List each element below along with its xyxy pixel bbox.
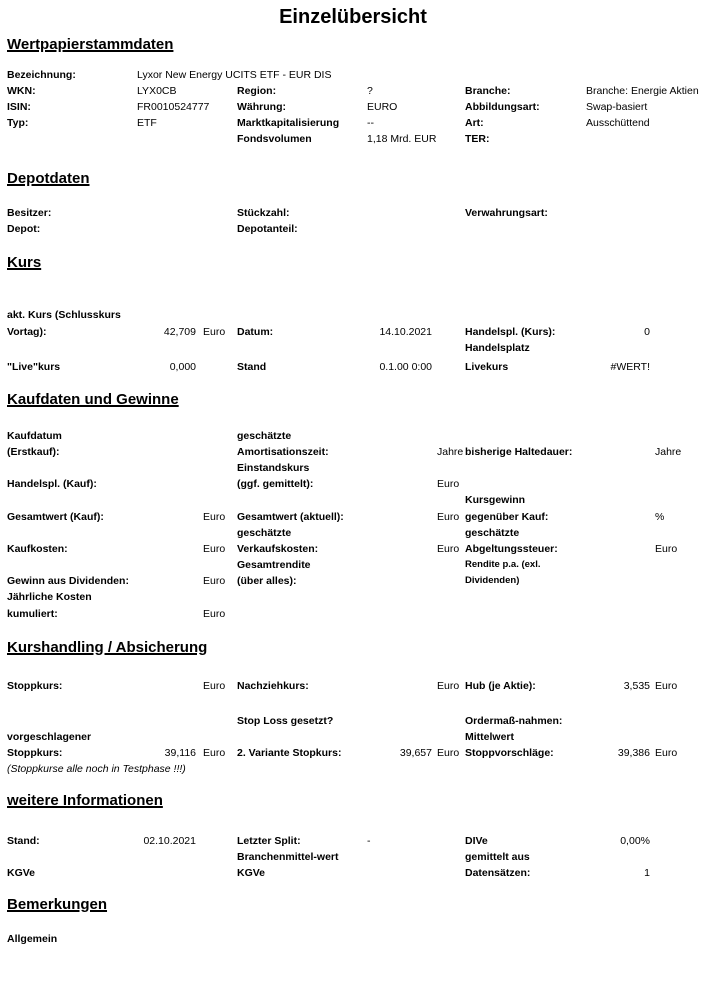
row-handelspl-kauf-gemittelt bbox=[0, 477, 706, 493]
row-kaufdatum-geschaetzte bbox=[0, 429, 706, 445]
fondsvolumen-label: Fondsvolumen bbox=[237, 133, 312, 145]
handelsplatz-label: Handelsplatz bbox=[465, 342, 530, 354]
gewinn-dividenden-unit: Euro bbox=[203, 575, 226, 587]
row-vortag-datum-handelspl bbox=[0, 325, 706, 341]
row-stoppkurs-varianten bbox=[0, 746, 706, 762]
branche-value: Branche: Energie Aktien bbox=[586, 85, 699, 97]
geschaetzte-abgeltung-label: geschätzte bbox=[465, 527, 520, 539]
jaehrliche-kosten-label-line1: Jährliche Kosten bbox=[7, 591, 92, 603]
fondsvolumen-value: 1,18 Mrd. EUR bbox=[367, 133, 437, 145]
row-gewinn-dividenden bbox=[0, 574, 706, 590]
abbildungsart-value: Swap-basiert bbox=[586, 101, 648, 113]
jaehrliche-kosten-unit: Euro bbox=[203, 608, 226, 620]
row-wkn-region-branche bbox=[0, 84, 706, 100]
akt-kurs-unit: Euro bbox=[203, 326, 226, 338]
row-gesamtrendite-rendite bbox=[0, 558, 706, 574]
verkaufskosten-unit: Euro bbox=[437, 543, 460, 555]
gemittelt-label-line2: Datensätzen: bbox=[465, 867, 531, 879]
stoppkurs-unit: Euro bbox=[203, 680, 226, 692]
stueckzahl-label: Stückzahl: bbox=[237, 207, 290, 219]
geschaetzte-amort-label: geschätzte bbox=[237, 430, 292, 442]
stoppvorschlaege-label: Stoppvorschläge: bbox=[465, 747, 554, 759]
row-jaehrliche-kosten bbox=[0, 590, 706, 606]
row-einstandskurs bbox=[0, 461, 706, 477]
wkn-label: WKN: bbox=[7, 85, 36, 97]
row-besitzer-stueckzahl-verwahrungsart bbox=[0, 206, 706, 222]
row-erstkauf-amortisation-haltedauer bbox=[0, 445, 706, 461]
branche-label: Branche: bbox=[465, 85, 511, 97]
allgemein-label: Allgemein bbox=[7, 933, 58, 945]
kursgewinn-label-line2: gegenüber Kauf: bbox=[465, 511, 549, 523]
row-livekurs-stand bbox=[0, 360, 706, 376]
datum-value: 14.10.2021 bbox=[379, 326, 432, 338]
row-handelsplatz bbox=[0, 341, 706, 357]
row-geschaetzte-2 bbox=[0, 526, 706, 542]
ter-label: TER: bbox=[465, 133, 490, 145]
ordermass-label: Ordermaß-nahmen: bbox=[465, 715, 563, 727]
kgve-label: KGVe bbox=[7, 867, 36, 879]
art-value: Ausschüttend bbox=[586, 117, 650, 129]
branchenmittel-label-line1: Branchenmittel-wert bbox=[237, 851, 339, 863]
isin-label: ISIN: bbox=[7, 101, 31, 113]
gesamtwert-aktuell-unit: Euro bbox=[437, 511, 460, 523]
gesamtwert-aktuell-label: Gesamtwert (aktuell): bbox=[237, 511, 344, 523]
abgeltungssteuer-label: Abgeltungssteuer: bbox=[465, 543, 558, 555]
besitzer-label: Besitzer: bbox=[7, 207, 52, 219]
bezeichnung-label: Bezeichnung: bbox=[7, 69, 76, 81]
stoppkurs-label: Stoppkurs: bbox=[7, 680, 63, 692]
vorgeschlagener-label-line2: Stoppkurs: bbox=[7, 747, 63, 759]
row-vorgeschlagener-mittelwert bbox=[0, 730, 706, 746]
gesamtwert-kauf-unit: Euro bbox=[203, 511, 226, 523]
section-heading-weitere-informationen: weitere Informationen bbox=[7, 792, 163, 809]
akt-kurs-value: 42,709 bbox=[163, 326, 196, 338]
handelsplatz-kauf-label: Handelspl. (Kauf): bbox=[7, 478, 97, 490]
kaufkosten-unit: Euro bbox=[203, 543, 226, 555]
verwahrungsart-label: Verwahrungsart: bbox=[465, 207, 548, 219]
verkaufskosten-label: Verkaufskosten: bbox=[237, 543, 319, 555]
wkn-value: LYX0CB bbox=[137, 85, 177, 97]
hub-label: Hub (je Aktie): bbox=[465, 680, 536, 692]
row-typ-marktkap-art bbox=[0, 116, 706, 132]
kursgewinn-unit: % bbox=[655, 511, 665, 523]
branchenmittel-label-line2: KGVe bbox=[237, 867, 266, 879]
depotanteil-label: Depotanteil: bbox=[237, 223, 298, 235]
stand-label: Stand bbox=[237, 361, 267, 373]
region-label: Region: bbox=[237, 85, 277, 97]
nachziehkurs-label: Nachziehkurs: bbox=[237, 680, 309, 692]
kursgewinn-label-line1: Kursgewinn bbox=[465, 494, 526, 506]
typ-label: Typ: bbox=[7, 117, 29, 129]
gemittelt-value: 1 bbox=[644, 867, 650, 879]
livekurs-value: 0,000 bbox=[169, 361, 196, 373]
handelsplatz-kurs-label: Handelspl. (Kurs): bbox=[465, 326, 556, 338]
stoploss-label: Stop Loss gesetzt? bbox=[237, 715, 334, 727]
vorgeschlagener-unit: Euro bbox=[203, 747, 226, 759]
section-heading-kurshandling: Kurshandling / Absicherung bbox=[7, 639, 208, 656]
kaufdatum-label-line2: (Erstkauf): bbox=[7, 446, 60, 458]
row-stoploss-ordermass bbox=[0, 714, 706, 730]
depot-label: Depot: bbox=[7, 223, 41, 235]
rendite-label-line1: Rendite p.a. (exl. bbox=[465, 559, 541, 570]
row-kumuliert bbox=[0, 607, 706, 623]
einstandskurs-label-line2: (ggf. gemittelt): bbox=[237, 478, 314, 490]
stoppvorschlaege-value: 39,386 bbox=[617, 747, 650, 759]
geschaetzte-verkauf-label: geschätzte bbox=[237, 527, 292, 539]
row-akt-kurs-line1 bbox=[0, 308, 706, 324]
gemittelt-label-line1: gemittelt aus bbox=[465, 851, 530, 863]
row-stand-split-dive bbox=[0, 834, 706, 850]
letzter-split-label: Letzter Split: bbox=[237, 835, 301, 847]
stand-weitere-value: 02.10.2021 bbox=[143, 835, 196, 847]
handelsplatz-kurs-value: 0 bbox=[644, 326, 650, 338]
livekurs-label: "Live"kurs bbox=[7, 361, 61, 373]
gesamtwert-kauf-label: Gesamtwert (Kauf): bbox=[7, 511, 104, 523]
stand-value: 0.1.00 0:00 bbox=[379, 361, 432, 373]
page-title: Einzelübersicht bbox=[279, 6, 427, 28]
section-heading-depotdaten: Depotdaten bbox=[7, 170, 90, 187]
haltedauer-unit: Jahre bbox=[655, 446, 682, 458]
kaufdatum-label-line1: Kaufdatum bbox=[7, 430, 62, 442]
region-value: ? bbox=[367, 85, 373, 97]
row-kgve-datensaetze bbox=[0, 866, 706, 882]
livekurs2-label: Livekurs bbox=[465, 361, 509, 373]
row-gesamtwert bbox=[0, 510, 706, 526]
row-isin-waehrung-abbildungsart bbox=[0, 100, 706, 116]
vorgeschlagener-label-line1: vorgeschlagener bbox=[7, 731, 92, 743]
row-kosten bbox=[0, 542, 706, 558]
row-testphase-note bbox=[0, 762, 706, 778]
section-heading-kurs: Kurs bbox=[7, 254, 42, 271]
letzter-split-value: - bbox=[367, 835, 371, 847]
row-kursgewinn bbox=[0, 493, 706, 509]
hub-value: 3,535 bbox=[623, 680, 650, 692]
datum-label: Datum: bbox=[237, 326, 274, 338]
gesamtrendite-label-line2: (über alles): bbox=[237, 575, 297, 587]
waehrung-label: Währung: bbox=[237, 101, 286, 113]
einstandskurs-unit: Euro bbox=[437, 478, 460, 490]
gesamtrendite-label-line1: Gesamtrendite bbox=[237, 559, 311, 571]
dive-label: DIVe bbox=[465, 835, 488, 847]
stand-weitere-label: Stand: bbox=[7, 835, 40, 847]
gewinn-dividenden-label: Gewinn aus Dividenden: bbox=[7, 575, 129, 587]
waehrung-value: EURO bbox=[367, 101, 398, 113]
row-stoppkurs-nachziehkurs-hub bbox=[0, 679, 706, 695]
variante-unit: Euro bbox=[437, 747, 460, 759]
abbildungsart-label: Abbildungsart: bbox=[465, 101, 540, 113]
kaufkosten-label: Kaufkosten: bbox=[7, 543, 68, 555]
isin-value: FR0010524777 bbox=[137, 101, 210, 113]
bezeichnung-value: Lyxor New Energy UCITS ETF - EUR DIS bbox=[137, 69, 332, 81]
section-heading-kaufdaten: Kaufdaten und Gewinne bbox=[7, 391, 179, 408]
testphase-note: (Stoppkurse alle noch in Testphase !!!) bbox=[7, 763, 186, 775]
section-heading-bemerkungen: Bemerkungen bbox=[7, 896, 108, 913]
nachziehkurs-unit: Euro bbox=[437, 680, 460, 692]
jaehrliche-kosten-label-line2: kumuliert: bbox=[7, 608, 58, 620]
dive-value: 0,00% bbox=[620, 835, 650, 847]
stoppvorschlaege-unit: Euro bbox=[655, 747, 678, 759]
rendite-label-line2: Dividenden) bbox=[465, 575, 520, 586]
abgeltungssteuer-unit: Euro bbox=[655, 543, 678, 555]
amortisationszeit-unit: Jahre bbox=[437, 446, 464, 458]
typ-value: ETF bbox=[137, 117, 157, 129]
livekurs2-value: #WERT! bbox=[610, 361, 650, 373]
row-branchenmittel-gemittelt bbox=[0, 850, 706, 866]
amortisationszeit-label: Amortisationszeit: bbox=[237, 446, 329, 458]
row-allgemein bbox=[0, 932, 706, 948]
haltedauer-label: bisherige Haltedauer: bbox=[465, 446, 573, 458]
einstandskurs-label-line1: Einstandskurs bbox=[237, 462, 310, 474]
hub-unit: Euro bbox=[655, 680, 678, 692]
variante-label: 2. Variante Stopkurs: bbox=[237, 747, 342, 759]
art-label: Art: bbox=[465, 117, 484, 129]
section-heading-wertpapierstammdaten: Wertpapierstammdaten bbox=[7, 36, 174, 53]
vorgeschlagener-value: 39,116 bbox=[164, 747, 196, 759]
row-fondsvolumen-ter bbox=[0, 132, 706, 148]
row-depot-depotanteil bbox=[0, 222, 706, 238]
variante-value: 39,657 bbox=[399, 747, 432, 759]
marktkapitalisierung-label: Marktkapitalisierung bbox=[237, 117, 340, 129]
akt-kurs-label-line2: Vortag): bbox=[7, 326, 47, 338]
mittelwert-label: Mittelwert bbox=[465, 731, 515, 743]
akt-kurs-label-line1: akt. Kurs (Schlusskurs bbox=[7, 309, 121, 321]
row-bezeichnung bbox=[0, 68, 706, 84]
marktkapitalisierung-value: -- bbox=[367, 117, 374, 129]
